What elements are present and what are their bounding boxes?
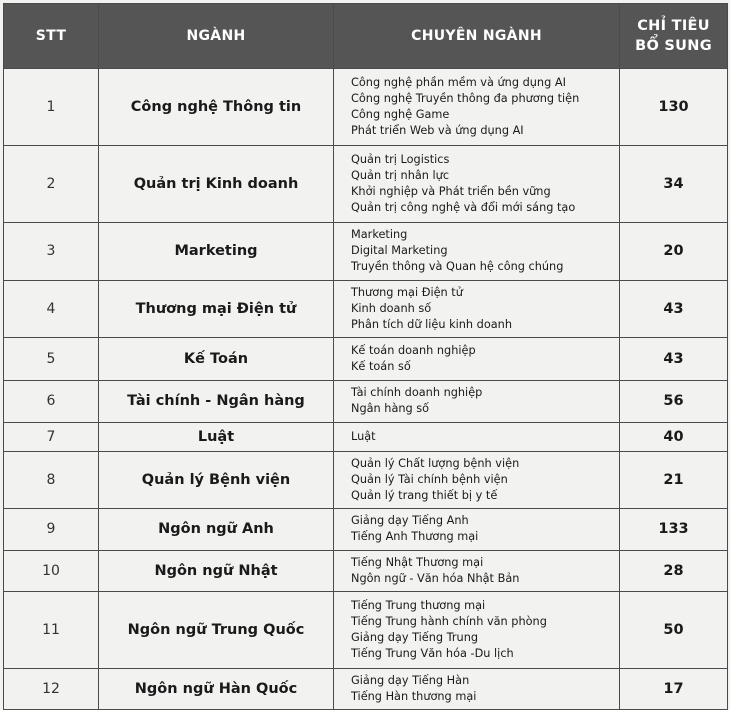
row-specializations <box>334 223 620 281</box>
table-body <box>4 69 728 710</box>
table-row <box>4 422 728 451</box>
specialization-item: Kế toán số <box>351 360 411 374</box>
specialization-item: Tiếng Nhật Thương mại <box>351 555 484 569</box>
table-row <box>4 338 728 381</box>
row-stt: 6 <box>4 381 99 422</box>
row-major: Ngôn ngữ Nhật <box>99 550 334 591</box>
specialization-item: Tiếng Anh Thương mại <box>351 530 479 544</box>
specialization-item: Giảng dạy Tiếng Trung <box>351 631 479 645</box>
row-quota: 130 <box>620 69 728 146</box>
quota-table-container <box>3 3 727 704</box>
row-major: Quản trị Kinh doanh <box>99 146 334 223</box>
specialization-item: Phát triển Web và ứng dụng AI <box>351 124 524 138</box>
row-quota: 50 <box>620 592 728 669</box>
row-stt: 1 <box>4 69 99 146</box>
specialization-item: Công nghệ Truyền thông đa phương tiện <box>351 91 580 105</box>
row-stt: 3 <box>4 223 99 281</box>
specialization-item: Digital Marketing <box>351 244 448 258</box>
table-header-row <box>4 4 728 69</box>
row-major: Ngôn ngữ Anh <box>99 509 334 550</box>
specialization-item: Giảng dạy Tiếng Hàn <box>351 674 470 688</box>
specialization-item: Marketing <box>351 228 408 241</box>
row-stt: 9 <box>4 509 99 550</box>
row-quota: 43 <box>620 338 728 381</box>
specialization-item: Tiếng Hàn thương mại <box>351 690 477 704</box>
row-specializations <box>334 338 620 381</box>
row-quota: 133 <box>620 509 728 550</box>
specialization-item: Quản lý Chất lượng bệnh viện <box>351 456 520 470</box>
table-row <box>4 381 728 422</box>
row-specializations <box>334 550 620 591</box>
specialization-item: Phân tích dữ liệu kinh doanh <box>351 318 512 332</box>
row-major: Tài chính - Ngân hàng <box>99 381 334 422</box>
specialization-item: Kế toán doanh nghiệp <box>351 344 476 358</box>
table-row <box>4 280 728 338</box>
row-quota: 17 <box>620 669 728 710</box>
specialization-item: Tiếng Trung Văn hóa -Du lịch <box>351 647 514 661</box>
row-specializations <box>334 592 620 669</box>
row-stt: 11 <box>4 592 99 669</box>
row-quota: 43 <box>620 280 728 338</box>
row-stt: 4 <box>4 280 99 338</box>
header-specialization: CHUYÊN NGÀNH <box>334 4 620 69</box>
row-quota: 28 <box>620 550 728 591</box>
row-stt: 7 <box>4 422 99 451</box>
row-specializations <box>334 146 620 223</box>
table-row <box>4 550 728 591</box>
row-quota: 40 <box>620 422 728 451</box>
row-major: Kế Toán <box>99 338 334 381</box>
specialization-item: Ngân hàng số <box>351 402 430 416</box>
header-major: NGÀNH <box>99 4 334 69</box>
row-specializations <box>334 669 620 710</box>
specialization-item: Quản lý Tài chính bệnh viện <box>351 472 508 486</box>
row-specializations <box>334 451 620 509</box>
row-quota: 20 <box>620 223 728 281</box>
table-row <box>4 592 728 669</box>
row-stt: 12 <box>4 669 99 710</box>
row-major: Thương mại Điện tử <box>99 280 334 338</box>
specialization-item: Quản lý trang thiết bị y tế <box>351 489 498 503</box>
table-row <box>4 146 728 223</box>
row-major: Marketing <box>99 223 334 281</box>
row-specializations <box>334 69 620 146</box>
row-major: Luật <box>99 422 334 451</box>
row-specializations <box>334 509 620 550</box>
specialization-item: Công nghệ phần mềm và ứng dụng AI <box>351 75 566 89</box>
specialization-item: Ngôn ngữ - Văn hóa Nhật Bản <box>351 571 520 585</box>
row-major: Ngôn ngữ Trung Quốc <box>99 592 334 669</box>
specialization-item: Quản trị công nghệ và đổi mới sáng tạo <box>351 201 576 215</box>
header-quota <box>620 4 728 69</box>
specialization-item: Tiếng Trung hành chính văn phòng <box>351 614 547 628</box>
row-major: Công nghệ Thông tin <box>99 69 334 146</box>
header-stt: STT <box>4 4 99 69</box>
header-quota-line2: BỔ SUNG <box>635 38 712 54</box>
specialization-item: Quản trị Logistics <box>351 152 450 166</box>
specialization-item: Khởi nghiệp và Phát triển bền vững <box>351 185 551 198</box>
specialization-item: Tiếng Trung thương mại <box>351 598 486 612</box>
table-row <box>4 223 728 281</box>
row-specializations <box>334 280 620 338</box>
row-quota: 56 <box>620 381 728 422</box>
table-row <box>4 451 728 509</box>
quota-table <box>3 3 728 710</box>
header-quota-line1: CHỈ TIÊU <box>637 18 710 34</box>
specialization-item: Truyền thông và Quan hệ công chúng <box>351 260 564 274</box>
specialization-item: Tài chính doanh nghiệp <box>351 386 483 400</box>
table-row <box>4 509 728 550</box>
row-quota: 21 <box>620 451 728 509</box>
row-quota: 34 <box>620 146 728 223</box>
specialization-item: Kinh doanh số <box>351 301 432 315</box>
row-specializations <box>334 422 620 451</box>
table-row <box>4 669 728 710</box>
table-row <box>4 69 728 146</box>
row-stt: 5 <box>4 338 99 381</box>
row-major: Ngôn ngữ Hàn Quốc <box>99 669 334 710</box>
row-stt: 10 <box>4 550 99 591</box>
row-stt: 2 <box>4 146 99 223</box>
specialization-item: Công nghệ Game <box>351 108 450 121</box>
row-stt: 8 <box>4 451 99 509</box>
specialization-item: Luật <box>351 429 376 443</box>
specialization-item: Quản trị nhân lực <box>351 168 450 182</box>
specialization-item: Thương mại Điện tử <box>351 285 463 299</box>
row-specializations <box>334 381 620 422</box>
specialization-item: Giảng dạy Tiếng Anh <box>351 514 469 528</box>
row-major: Quản lý Bệnh viện <box>99 451 334 509</box>
